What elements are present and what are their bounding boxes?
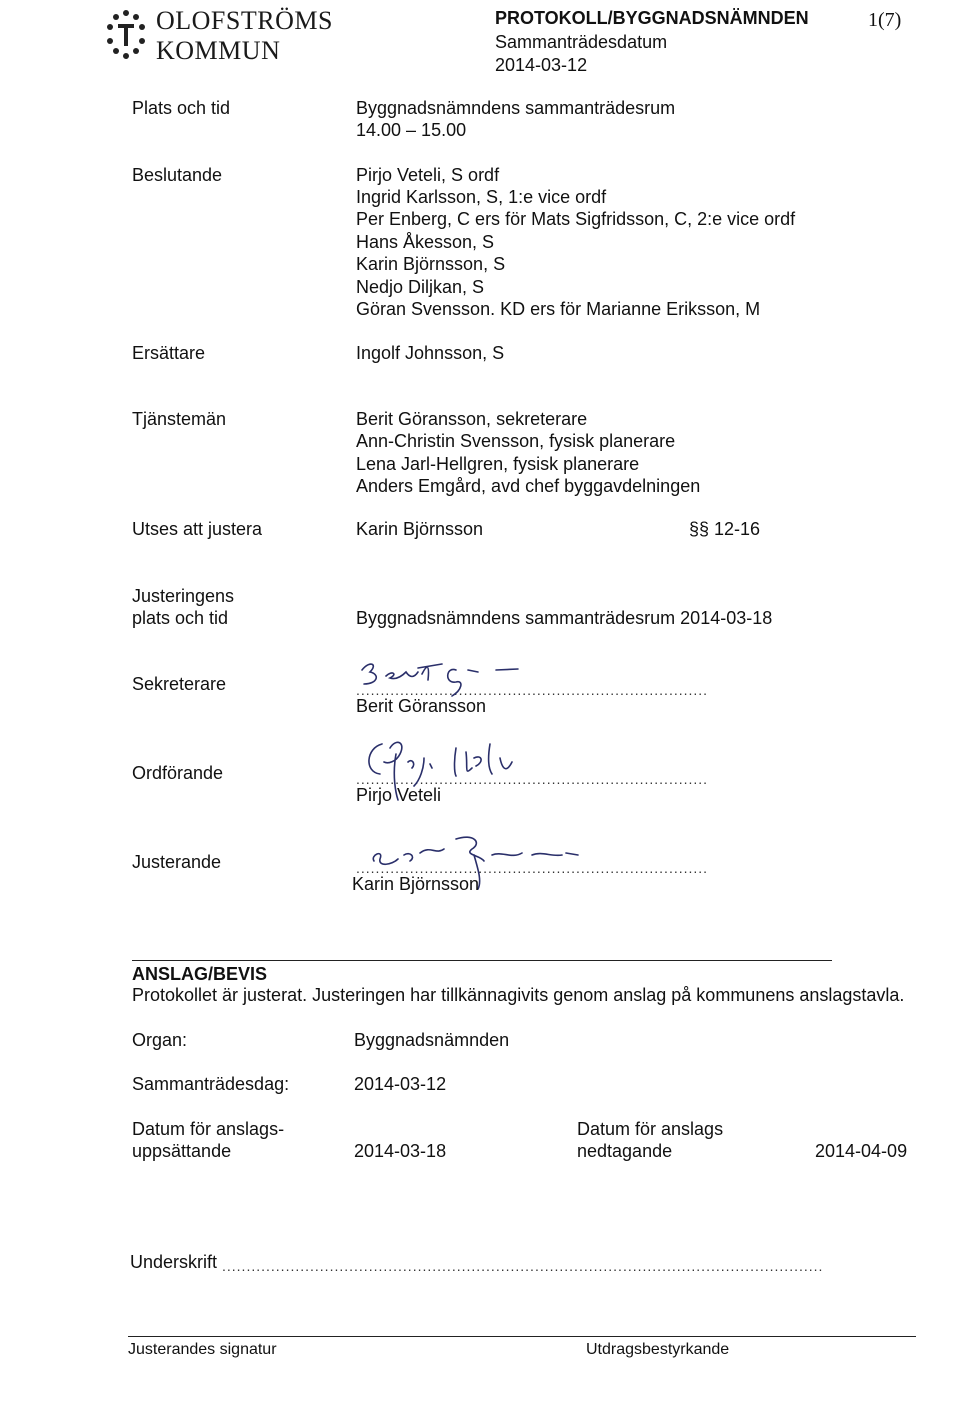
notice-heading: ANSLAG/BEVIS	[132, 964, 268, 984]
meeting-day-label: Sammanträdesdag:	[132, 1074, 290, 1094]
decision-member: Hans Åkesson, S	[356, 232, 495, 252]
signature-line: ........................................................................	[356, 860, 709, 876]
officials-label: Tjänstemän	[132, 409, 227, 429]
secretary-name: Berit Göransson	[356, 696, 487, 716]
municipality-logo	[104, 8, 148, 64]
chair-name: Pirjo Veteli	[356, 785, 442, 805]
posted-date-value: 2014-03-18	[354, 1141, 447, 1161]
adjuster-signature-name: Karin Björnsson	[352, 874, 480, 894]
logo-mark-icon	[104, 8, 148, 64]
decision-member: Ingrid Karlsson, S, 1:e vice ordf	[356, 187, 607, 207]
decision-member: Nedjo Diljkan, S	[356, 277, 485, 297]
decision-member: Pirjo Veteli, S ordf	[356, 165, 500, 185]
adjustment-label: Justeringens	[132, 586, 235, 606]
meeting-time: 14.00 – 15.00	[356, 120, 467, 140]
substitute-member: Ingolf Johnsson, S	[356, 343, 505, 363]
logo-name-line2: KOMMUN	[156, 36, 281, 65]
footer-signature-label: Justerandes signatur	[128, 1341, 277, 1358]
signature-label: Underskrift	[130, 1252, 218, 1272]
removed-date-value: 2014-04-09	[815, 1141, 908, 1161]
footer-divider	[128, 1336, 916, 1337]
chair-label: Ordförande	[132, 763, 224, 783]
meeting-day-value: 2014-03-12	[354, 1074, 447, 1094]
official: Anders Emgård, avd chef byggavdelningen	[356, 476, 701, 496]
adjustment-label: plats och tid	[132, 608, 229, 628]
adjuster-label: Utses att justera	[132, 519, 263, 539]
adjustment-place: Byggnadsnämndens sammanträdesrum 2014-03-18	[356, 608, 773, 628]
posted-date-label: uppsättande	[132, 1141, 232, 1161]
notice-statement: Protokollet är justerat. Justeringen har tillkännagivits genom anslag på kommunens anslagstavla.	[132, 985, 905, 1005]
logo-name-line1: OLOFSTRÖMS	[156, 6, 333, 35]
posted-date-label: Datum för anslags-	[132, 1119, 285, 1139]
official: Ann-Christin Svensson, fysisk planerare	[356, 431, 676, 451]
official: Berit Göransson, sekreterare	[356, 409, 588, 429]
document-title: PROTOKOLL/BYGGNADSNÄMNDEN	[495, 8, 809, 28]
removed-date-label: nedtagande	[577, 1141, 673, 1161]
removed-date-label: Datum för anslags	[577, 1119, 724, 1139]
meeting-date-label: Sammanträdesdatum	[495, 32, 668, 52]
meeting-date: 2014-03-12	[495, 55, 588, 75]
notice-divider	[132, 960, 832, 961]
page-number: 1(7)	[868, 9, 902, 31]
decision-member: Per Enberg, C ers för Mats Sigfridsson, C, 2:e vice ordf	[356, 209, 796, 229]
decision-member: Göran Svensson. KD ers för Marianne Eriksson, M	[356, 299, 761, 319]
organ-label: Organ:	[132, 1030, 188, 1050]
signature-line: ........................................................................	[356, 682, 709, 698]
place-label: Plats och tid	[132, 98, 231, 118]
signature-line: ........................................................................	[356, 771, 709, 787]
substitutes-label: Ersättare	[132, 343, 206, 363]
signature-dotted-line: ...........................................................................................................................	[222, 1258, 824, 1274]
decision-member: Karin Björnsson, S	[356, 254, 506, 274]
footer-certification-label: Utdragsbestyrkande	[586, 1341, 730, 1358]
secretary-signature-icon	[356, 650, 616, 700]
paragraph-range: §§ 12-16	[689, 519, 761, 539]
adjuster-signature-label: Justerande	[132, 852, 222, 872]
adjuster-name: Karin Björnsson	[356, 519, 484, 539]
decision-makers-label: Beslutande	[132, 165, 223, 185]
organ-value: Byggnadsnämnden	[354, 1030, 510, 1050]
secretary-label: Sekreterare	[132, 674, 227, 694]
official: Lena Jarl-Hellgren, fysisk planerare	[356, 454, 640, 474]
meeting-place: Byggnadsnämndens sammanträdesrum	[356, 98, 676, 118]
